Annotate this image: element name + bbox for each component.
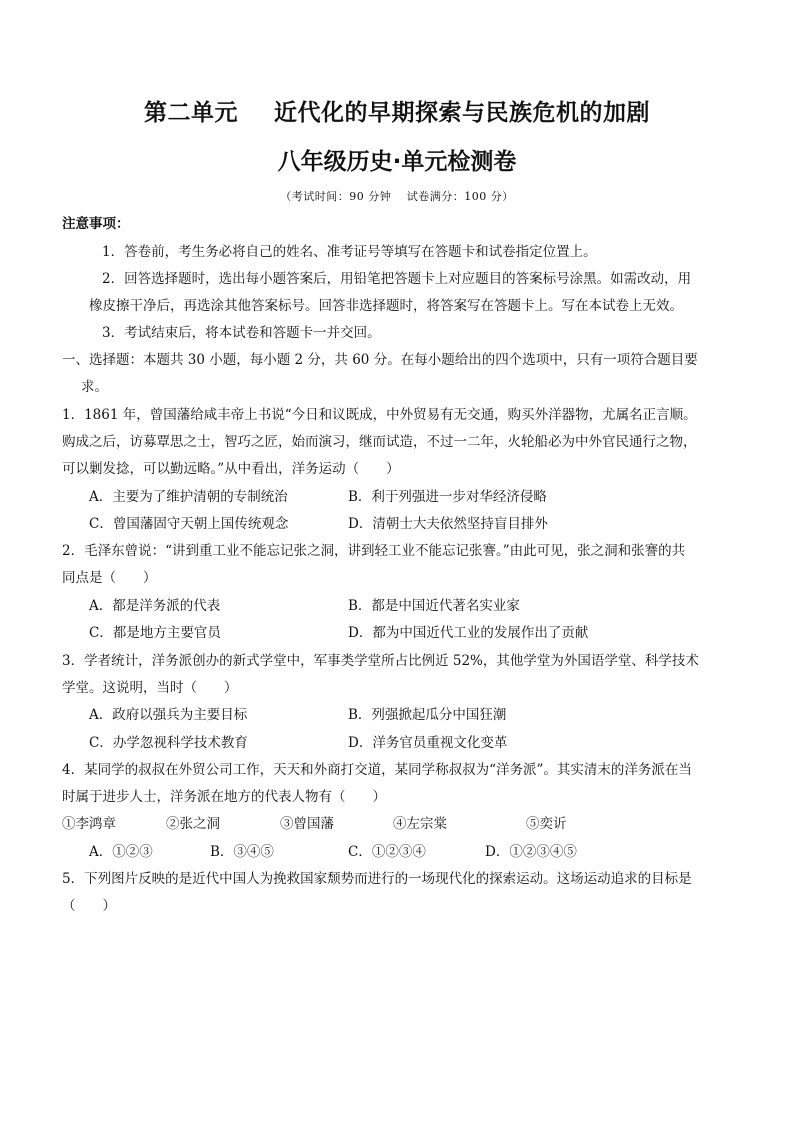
person-item: ④左宗棠 xyxy=(393,816,447,832)
question-1-line: 可以剿发捻，可以勤远略。”从中看出，洋务运动（ ） xyxy=(62,461,400,477)
option-b[interactable]: B．利于列强进一步对华经济侵略 xyxy=(348,489,547,505)
option-a[interactable]: A．主要为了维护清朝的专制统治 xyxy=(89,489,288,505)
option-c[interactable]: C．①②③④ xyxy=(348,844,426,860)
question-1-line: 购成之后，访募覃思之士，智巧之匠，始而演习，继而试造，不过一二年，火轮船必为中外官民通行之物， xyxy=(62,434,697,450)
option-c[interactable]: C．曾国藩固守天朝上国传统观念 xyxy=(89,516,289,532)
option-b[interactable]: B．都是中国近代著名实业家 xyxy=(348,598,520,614)
question-5-line: 5．下列图片反映的是近代中国人为挽救国家颓势而进行的一场现代化的探索运动。这场运动追求的目标是 xyxy=(62,871,692,887)
question-1-line: 1．1861 年，曾国藩给咸丰帝上书说“今日和议既成，中外贸易有无交通，购买外洋器物，尤属名正言顺。 xyxy=(62,407,697,423)
person-item: ③曾国藩 xyxy=(280,816,334,832)
notice-item: 3．考试结束后，将本试卷和答题卡一并交回。 xyxy=(102,325,381,341)
option-d[interactable]: D．清朝士大夫依然坚持盲目排外 xyxy=(348,516,548,532)
page-subtitle: 八年级历史·单元检测卷 xyxy=(277,149,517,175)
unit-label: 第二单元 xyxy=(144,100,238,126)
question-4-line: 4．某同学的叔叔在外贸公司工作，天天和外商打交道，某同学称叔叔为“洋务派”。其实清末的洋务派在当 xyxy=(62,762,692,778)
option-a[interactable]: A．都是洋务派的代表 xyxy=(89,598,221,614)
question-5-line: （ ） xyxy=(62,898,116,914)
unit-title: 近代化的早期探索与民族危机的加剧 xyxy=(274,100,650,126)
question-4-line: 时属于进步人士，洋务派在地方的代表人物有（ ） xyxy=(62,789,386,805)
question-3-line: 学堂。这说明，当时（ ） xyxy=(62,680,238,696)
option-d[interactable]: D．洋务官员重视文化变革 xyxy=(348,735,508,751)
option-b[interactable]: B．③④⑤ xyxy=(210,844,274,860)
question-2-line: 同点是（ ） xyxy=(62,570,157,586)
section-heading: 一、选择题：本题共 30 小题，每小题 2 分，共 60 分。在每小题给出的四个选项中，只有一项符合题目要 xyxy=(62,352,698,368)
option-d[interactable]: D．都为中国近代工业的发展作出了贡献 xyxy=(348,625,589,641)
page-title xyxy=(0,94,794,127)
person-item: ⑤奕䜣 xyxy=(526,816,567,832)
option-d[interactable]: D．①②③④⑤ xyxy=(485,844,577,860)
section-heading-continued: 求。 xyxy=(81,379,108,395)
person-item: ②张之洞 xyxy=(166,816,220,832)
option-c[interactable]: C．都是地方主要官员 xyxy=(89,625,221,641)
notice-item-continued: 橡皮擦干净后，再选涂其他答案标号。回答非选择题时，将答案写在答题卡上。写在本试卷上无效。 xyxy=(89,298,683,314)
option-a[interactable]: A．政府以强兵为主要目标 xyxy=(89,707,248,723)
notice-item: 2．回答选择题时，选出每小题答案后，用铅笔把答题卡上对应题目的答案标号涂黑。如需改动，用 xyxy=(102,271,692,287)
question-3-line: 3．学者统计，洋务派创办的新式学堂中，军事类学堂所占比例近 52%，其他学堂为外国语学堂、科学技术 xyxy=(62,653,699,669)
option-c[interactable]: C．办学忽视科学技术教育 xyxy=(89,735,248,751)
notice-heading: 注意事项： xyxy=(62,216,130,232)
exam-time-note: （考试时间：90 分钟 试卷满分：100 分） xyxy=(280,190,514,203)
option-a[interactable]: A．①②③ xyxy=(89,844,153,860)
option-b[interactable]: B．列强掀起瓜分中国狂潮 xyxy=(348,707,507,723)
person-item: ①李鸿章 xyxy=(62,816,116,832)
question-2-line: 2．毛泽东曾说：“讲到重工业不能忘记张之洞，讲到轻工业不能忘记张謇。”由此可见，张之洞和张謇的共 xyxy=(62,543,686,559)
notice-item: 1．答卷前，考生务必将自己的姓名、准考证号等填写在答题卡和试卷指定位置上。 xyxy=(102,244,597,260)
